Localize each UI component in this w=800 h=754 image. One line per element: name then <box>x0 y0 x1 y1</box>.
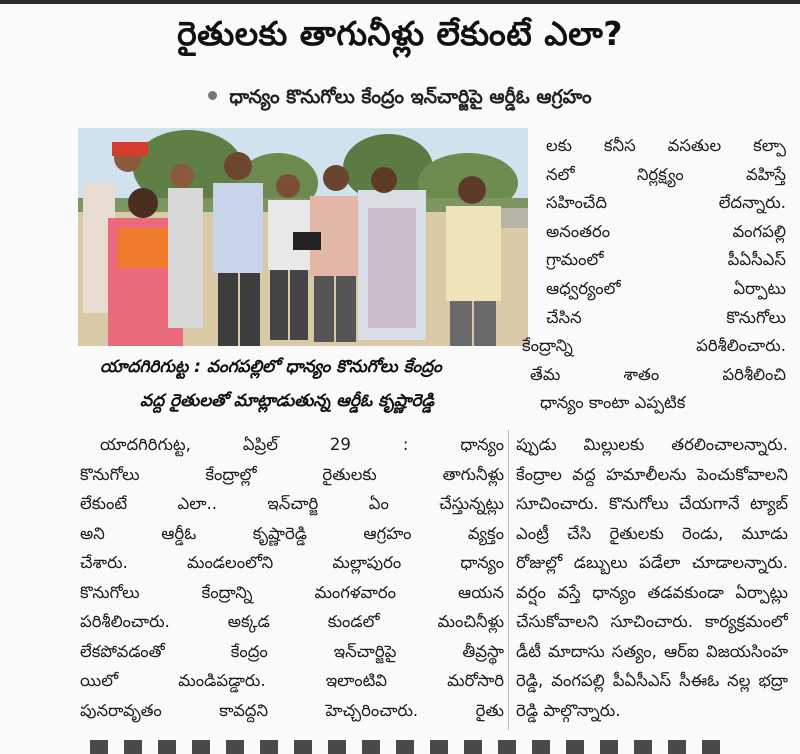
photo-caption <box>100 350 530 418</box>
body-line: లకు కనీస వసతుల కల్పా <box>546 136 786 155</box>
body-line: యాదగిరిగుట్ట, ఏప్రిల్ 29 : ధాన్యం <box>100 435 504 454</box>
body-line: తేమ శాతం పరిశీలించి <box>530 364 786 384</box>
body-line: ఆధ్వర్యంలో ఏర్పాటు <box>546 278 786 298</box>
body-line: చేశారు. మండలంలోని మల్లాపురం ధాన్యం <box>80 553 504 572</box>
column-divider <box>508 430 509 730</box>
body-column-right-top <box>522 132 786 418</box>
body-line: యిలో మండిపడ్డారు. ఇలాంటివి మరోసారి <box>80 671 504 690</box>
body-line: పునరావృతం కావద్దని హెచ్చరించారు. రైతు <box>80 700 504 720</box>
body-line: నలో నిర్లక్ష్యం వహిస్తే <box>546 164 786 184</box>
body-line: ఎంట్రీ చేసి రైతులకు రెండు, మూడు <box>516 523 788 543</box>
body-line: కొనుగోలు కేంద్రాన్ని మంగళవారం ఆయన <box>80 582 504 602</box>
body-line: డీటీ మాదాసు సత్యం, ఆర్ఐ విజయసింహ <box>516 641 788 661</box>
body-line: చేసుకోవాలని సూచించారు. కార్యక్రమంలో <box>516 612 788 631</box>
body-line: రోజుల్లో డబ్బులు పడేలా చూడాలన్నారు. <box>516 553 788 572</box>
body-line: వర్షం వస్తే ధాన్యం తడవకుండా ఏర్పాట్లు <box>516 582 788 602</box>
body-line: చేసిన కొనుగోలు <box>546 307 786 327</box>
body-line: అనంతరం వంగపల్లి <box>546 221 786 241</box>
article-photo <box>78 128 528 346</box>
subheadline-text: ధాన్యం కొనుగోలు కేంద్రం ఇన్‌చార్జిపై ఆర్డీఓ ఆగ్రహం <box>229 86 592 108</box>
body-line: కేంద్రాన్ని పరిశీలించారు. <box>522 336 786 356</box>
article-subheadline <box>0 86 800 113</box>
body-column-left <box>80 430 504 725</box>
body-line: ధాన్యం కాంటా ఎప్పటిక <box>540 393 686 413</box>
body-line: గ్రామంలో పీఏసీఎస్ <box>546 250 786 270</box>
body-line: కేంద్రాల వద్ద హమాలీలను పెంచుకోవాలని <box>516 464 788 484</box>
body-line: కొనుగోలు కేంద్రాల్లో రైతులకు తాగునీళ్లు <box>80 464 504 484</box>
body-line: లేకపోవడంతో కేంద్రం ఇన్‌చార్జిపై తీవ్రస్థా <box>80 641 504 661</box>
body-line: సహించేది లేదన్నారు. <box>546 193 786 213</box>
bullet-icon <box>208 91 217 100</box>
article-headline: రైతులకు తాగునీళ్లు లేకుంటే ఎలా? <box>177 14 623 53</box>
next-article-edge <box>90 740 730 754</box>
body-line: రెడ్డి, వంగపల్లి పీఏసీఎస్ సీఈఓ నల్ల భద్రా <box>516 671 788 690</box>
photo-illustration <box>78 128 528 346</box>
caption-line-2: వద్ద రైతులతో మాట్లాడుతున్న ఆర్డీఓ కృష్ణారెడ్డి <box>140 391 435 411</box>
body-line: రెడ్డి పాల్గొన్నారు. <box>516 700 621 720</box>
body-line: ప్పుడు మిల్లులకు తరలించాలన్నారు. <box>516 435 788 454</box>
body-line: సూచించారు. కొనుగోలు చేయగానే ట్యాబ్ <box>516 494 788 513</box>
body-line: లేకుంటే ఎలా.. ఇన్‌చార్జి ఏం చేస్తున్నట్లు <box>80 494 504 513</box>
top-rule <box>0 0 800 4</box>
body-column-right-bottom <box>516 430 788 725</box>
body-line: అని ఆర్డీఓ కృష్ణారెడ్డి ఆగ్రహం వ్యక్తం <box>80 523 504 543</box>
caption-line-1: యాదగిరిగుట్ట : వంగపల్లిలో ధాన్యం కొనుగోలు కేంద్రం <box>100 357 442 377</box>
body-line: పరిశీలించారు. అక్కడ కుండలో మంచినీళ్లు <box>80 612 504 631</box>
